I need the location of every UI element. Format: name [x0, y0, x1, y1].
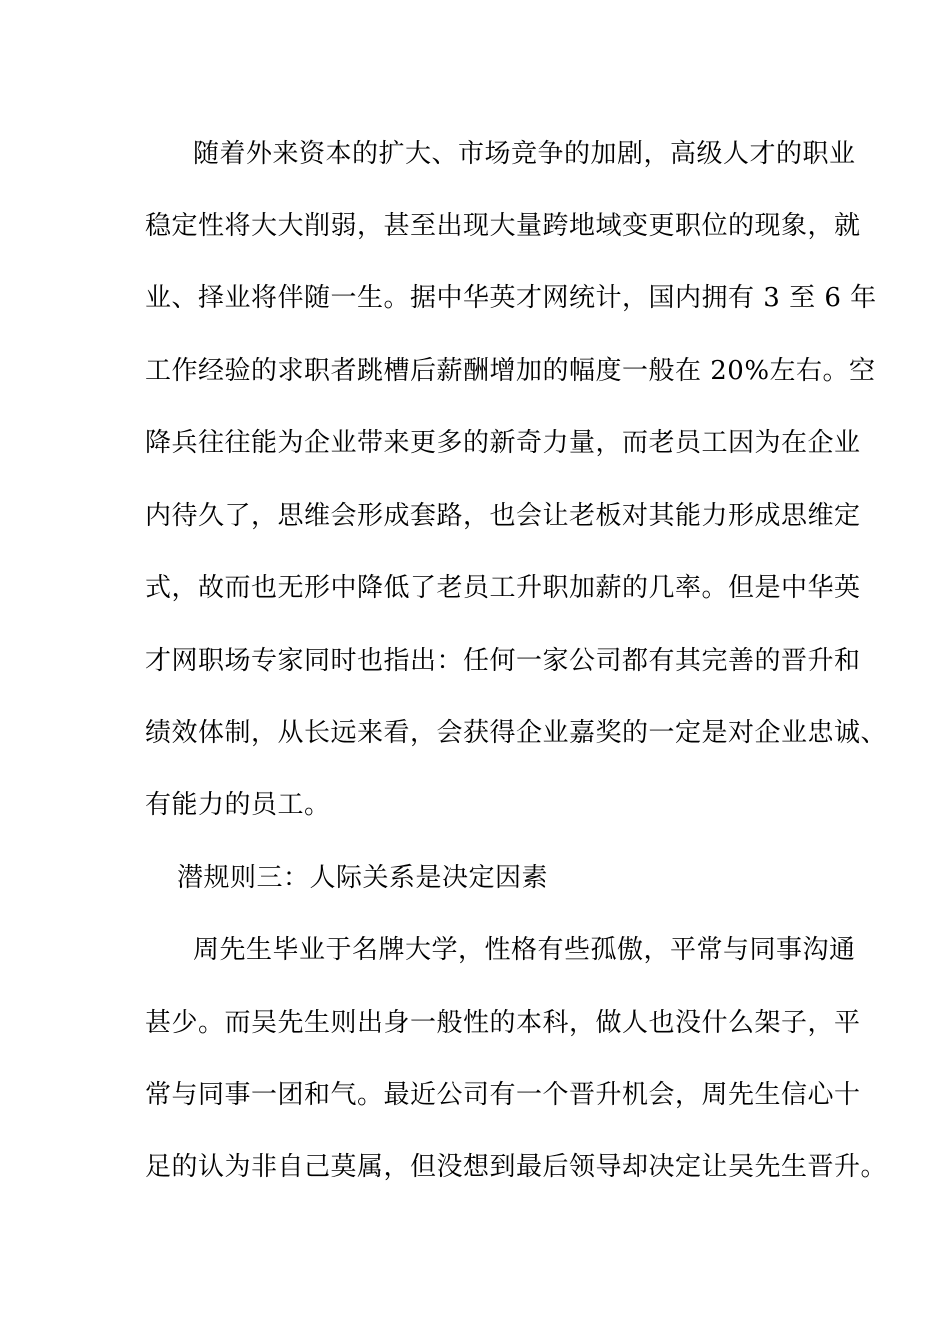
paragraph-line: 内待久了，思维会形成套路，也会让老板对其能力形成思维定	[145, 501, 861, 531]
paragraph-line: 有能力的员工。	[145, 790, 331, 820]
paragraph-line: 常与同事一团和气。最近公司有一个晋升机会，周先生信心十	[145, 1080, 861, 1110]
section-heading: 潜规则三：人际关系是决定因素	[177, 863, 549, 893]
paragraph-line: 才网职场专家同时也指出：任何一家公司都有其完善的晋升和	[145, 646, 861, 676]
paragraph-line: 随着外来资本的扩大、市场竞争的加剧，高级人才的职业	[193, 139, 856, 169]
paragraph-line: 稳定性将大大削弱，甚至出现大量跨地域变更职位的现象，就	[145, 211, 861, 241]
paragraph-line: 工作经验的求职者跳槽后薪酬增加的幅度一般在 20%左右。空	[145, 356, 876, 386]
paragraph-line: 绩效体制，从长远来看，会获得企业嘉奖的一定是对企业忠诚、	[145, 718, 888, 748]
paragraph-line: 甚少。而吴先生则出身一般性的本科，做人也没什么架子，平	[145, 1008, 861, 1038]
paragraph-line: 业、择业将伴随一生。据中华英才网统计，国内拥有 3 至 6 年	[145, 283, 877, 313]
paragraph-line: 降兵往往能为企业带来更多的新奇力量，而老员工因为在企业	[145, 428, 861, 458]
paragraph-line: 式，故而也无形中降低了老员工升职加薪的几率。但是中华英	[145, 573, 861, 603]
paragraph-line: 足的认为非自己莫属，但没想到最后领导却决定让吴先生晋升。	[145, 1152, 888, 1182]
paragraph-line: 周先生毕业于名牌大学，性格有些孤傲，平常与同事沟通	[193, 935, 856, 965]
